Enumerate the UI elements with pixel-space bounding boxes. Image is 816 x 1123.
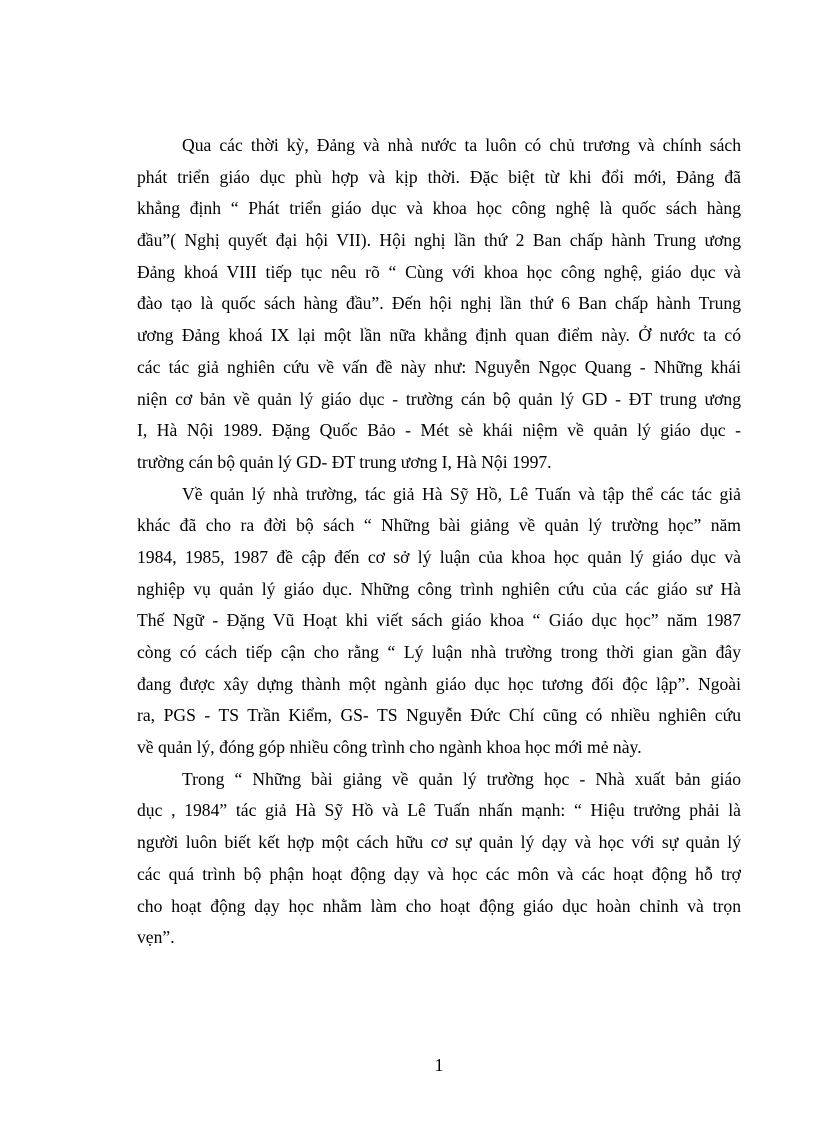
paragraph-3 — [137, 764, 741, 954]
text-line: các tác giả nghiên cứu về vấn đề này như: Nguyễn Ngọc Quang - Những khái — [137, 356, 741, 377]
text-line: phát triển giáo dục phù hợp và kịp thời. Đặc biệt từ khi đổi mới, Đảng đã — [137, 166, 741, 187]
paragraph-1 — [137, 130, 741, 479]
text-line: khác đã cho ra đời bộ sách “ Những bài giảng về quản lý trường học” năm — [137, 515, 741, 536]
text-line: ra, PGS - TS Trần Kiểm, GS- TS Nguyễn Đức Chí cũng có nhiều nghiên cứu — [137, 705, 741, 726]
text-line: người luôn biết kết hợp một cách hữu cơ sự quản lý dạy và học với sự quản lý — [137, 832, 741, 853]
text-line: còng có cách tiếp cận cho rằng “ Lý luận nhà trường trong thời gian gần đây — [137, 642, 741, 662]
page-number: 1 — [434, 1055, 444, 1075]
text-line: vẹn”. — [137, 927, 175, 948]
text-line: các quá trình bộ phận hoạt động dạy và học các môn và các hoạt động hỗ trợ — [137, 863, 741, 884]
text-line: niện cơ bản về quản lý giáo dục - trường cán bộ quản lý GD - ĐT trung ương — [137, 388, 741, 409]
text-line: đào tạo là quốc sách hàng đầu”. Đến hội nghị lần thứ 6 Ban chấp hành Trung — [137, 293, 741, 314]
text-line: khẳng định “ Phát triển giáo dục và khoa học công nghệ là quốc sách hàng — [137, 198, 741, 219]
text-line: đầu”( Nghị quyết đại hội VII). Hội nghị lần thứ 2 Ban chấp hành Trung ương — [137, 230, 741, 251]
text-line: Đảng khoá VIII tiếp tục nêu rõ “ Cùng với khoa học công nghệ, giáo dục và — [137, 261, 741, 282]
text-line: Trong “ Những bài giảng về quản lý trường học - Nhà xuất bản giáo — [182, 768, 741, 789]
text-line: Về quản lý nhà trường, tác giả Hà Sỹ Hồ, Lê Tuấn và tập thể các tác giả — [182, 483, 741, 504]
text-line: ương Đảng khoá IX lại một lần nữa khẳng định quan điểm này. Ở nước ta có — [137, 325, 741, 346]
text-line: 1984, 1985, 1987 đề cập đến cơ sở lý luận của khoa học quản lý giáo dục và — [137, 546, 741, 567]
text-line: nghiệp vụ quản lý giáo dục. Những công trình nghiên cứu của các giáo sư Hà — [137, 578, 741, 599]
text-line: cho hoạt động dạy học nhằm làm cho hoạt động giáo dục hoàn chỉnh và trọn — [137, 895, 741, 916]
text-line: về quản lý, đóng góp nhiều công trình cho ngành khoa học mới mẻ này. — [137, 737, 642, 758]
text-line: Qua các thời kỳ, Đảng và nhà nước ta luôn có chủ trương và chính sách — [182, 135, 741, 155]
text-line: Thế Ngữ - Đặng Vũ Hoạt khi viết sách giáo khoa “ Giáo dục học” năm 1987 — [137, 610, 741, 631]
document-body — [137, 130, 741, 954]
text-line: đang được xây dựng thành một ngành giáo dục học tương đối độc lập”. Ngoài — [137, 673, 741, 694]
text-line: trường cán bộ quản lý GD- ĐT trung ương I, Hà Nội 1997. — [137, 451, 552, 472]
text-line: I, Hà Nội 1989. Đặng Quốc Bảo - Mét sè khái niệm về quản lý giáo dục - — [137, 420, 741, 441]
paragraph-2 — [137, 479, 741, 764]
text-line: dục , 1984” tác giả Hà Sỹ Hồ và Lê Tuấn nhấn mạnh: “ Hiệu trưởng phải là — [137, 800, 741, 821]
